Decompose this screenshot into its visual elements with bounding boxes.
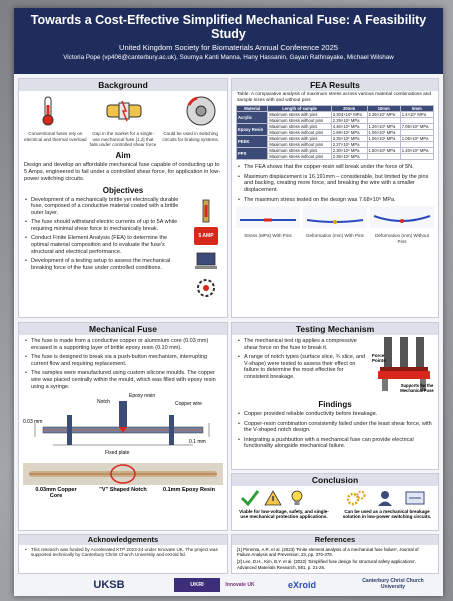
table-cell: 3.304×10⁶ MPa bbox=[331, 112, 367, 118]
fea-plot bbox=[303, 206, 367, 244]
background-heading: Background bbox=[19, 79, 227, 91]
table-header: 5mm bbox=[400, 106, 433, 112]
fea-plot bbox=[236, 206, 300, 244]
objectives-list bbox=[19, 197, 191, 275]
reference-item: [2] Lee, D.H., Kim, B.Y. et al. (2022) 'Simplified fuse design for structural safety applications', Advanced Materials Research, 591, p. 21-26. bbox=[237, 559, 417, 570]
left-column-panel bbox=[18, 78, 228, 318]
table-cell: 3.35×10⁶ MPa bbox=[331, 136, 367, 142]
fea-table-body bbox=[237, 112, 434, 160]
table-row bbox=[237, 112, 434, 118]
table-cell-material: Epoxy Resin bbox=[237, 124, 268, 136]
fea-plot bbox=[370, 206, 434, 244]
background-caption: Could be used in switching circuits for braking systems. bbox=[162, 131, 219, 142]
plot-label: Deformation (mm) Without Pins bbox=[375, 233, 429, 244]
table-cell: 1.50×10⁶ MPa bbox=[367, 148, 400, 154]
innovate-uk-logo: Innovate UK bbox=[225, 582, 255, 588]
poster bbox=[14, 8, 443, 596]
finding-item: • Copper-resin combination consistently failed under the least shear force, with the V-shaped notch design. bbox=[237, 421, 433, 434]
fuse-gap-icon bbox=[105, 95, 143, 127]
gear-test-icon bbox=[195, 277, 217, 299]
background-captions bbox=[19, 131, 227, 148]
fea-heading: FEA Results bbox=[232, 79, 438, 91]
fea-table bbox=[236, 105, 434, 160]
references-list bbox=[232, 545, 438, 572]
fea-table-caption: Table: A comparative analysis of maximum stress across various material combinations and sample sizes with and without pins bbox=[237, 92, 432, 103]
mechanical-fuse-bullets bbox=[19, 338, 227, 390]
background-caption: Conventional fuses rely on electrical and thermal overload bbox=[24, 131, 87, 142]
cccu-logo: Canterbury Christ Church University bbox=[362, 578, 424, 590]
author-list: Victoria Pope (vp406@canterbury.ac.uk), Soumya Kanti Manna, Hany Hassanin, Gayan Rathnayake, Michael Wilshaw bbox=[63, 54, 394, 61]
acknowledgements-heading: Acknowledgements bbox=[19, 535, 227, 545]
fea-bullet: • Maximum displacement is 16.191mm – considerable, but limited by the pins and backing, creating more force, and breaking the wire with a smaller displacement. bbox=[237, 174, 433, 194]
table-cell-material: PPS bbox=[237, 148, 268, 160]
photo-label: 0.1mm Epoxy Resin bbox=[163, 487, 215, 494]
table-cell: 1.4×10⁷ MPa bbox=[400, 112, 433, 118]
photo-label: 0.03mm Copper Core bbox=[35, 487, 77, 500]
table-cell: Maximum stress without pins bbox=[268, 142, 331, 148]
poster-header bbox=[14, 8, 443, 74]
testing-bullet: • A range of notch types (surface slice, ¾ slice, and V-shape) were tested to assess their effect on failure to determine the most effective for consistent breakage. bbox=[237, 354, 367, 380]
table-header: Material bbox=[237, 106, 268, 112]
table-cell: 1.69×10⁶ MPa bbox=[331, 130, 367, 136]
table-cell: 7.06×10⁶ MPa bbox=[400, 124, 433, 130]
laptop-icon bbox=[195, 251, 217, 273]
background-caption: Gap in the market for a single-use mechanical fuse [1,2] that fails under controlled shear force bbox=[89, 131, 157, 147]
rig-label: Supports for the Mechanical Fuse bbox=[400, 383, 434, 393]
conclusion-left: Viable for low-voltage, safety, and single-use mechanical protection applications. bbox=[239, 509, 329, 520]
poster-title: Towards a Cost-Effective Simplified Mechanical Fuse: A Feasibility Study bbox=[30, 13, 427, 41]
deformation-nopins-plot-image bbox=[370, 206, 434, 228]
exroid-logo: eXroid bbox=[287, 580, 316, 590]
fuse-photo bbox=[23, 463, 223, 505]
objective-item: • Development of a mechanically brittle yet electrically durable fuse, composed of a conductive material coated with a brittle outer layer. bbox=[24, 197, 186, 217]
stress-plot-image bbox=[236, 206, 300, 228]
rig-label: Force Points bbox=[372, 353, 386, 363]
table-cell: 1.26×10⁶ MPa bbox=[367, 124, 400, 130]
findings-list bbox=[232, 411, 438, 450]
objective-item: • The fuse should withstand electric currents of up to 5A while requiring minimal shear force to mechanically break. bbox=[24, 219, 186, 232]
testing-bullet: • The mechanical test rig applies a compressive shear force on the fuse to break it. bbox=[237, 338, 367, 351]
fea-bullet: • The maximum stress tested on the design was 7.68×10⁶ MPa. bbox=[237, 197, 433, 204]
circuit-icon bbox=[404, 489, 426, 507]
references-heading: References bbox=[232, 535, 438, 545]
references-panel bbox=[231, 534, 439, 574]
mechanical-fuse-heading: Mechanical Fuse bbox=[19, 323, 227, 335]
plot-label: Deformation (mm) With Pins bbox=[306, 233, 364, 239]
acknowledgements-list bbox=[19, 547, 227, 558]
table-cell: 1.06×10⁶ MPa bbox=[367, 130, 400, 136]
acknowledgements-panel bbox=[18, 534, 228, 574]
conclusion-panel bbox=[231, 473, 439, 531]
table-cell: Maximum stress with pins bbox=[268, 136, 331, 142]
table-cell bbox=[400, 154, 433, 160]
table-cell-material: PEEK bbox=[237, 136, 268, 148]
fuse-diagram bbox=[23, 393, 223, 463]
table-cell: 1.06×10⁶ MPa bbox=[367, 136, 400, 142]
testing-panel bbox=[231, 322, 439, 470]
aim-heading: Aim bbox=[115, 150, 131, 160]
conference-name: United Kingdom Society for Biomaterials Annual Conference 2025 bbox=[119, 43, 338, 52]
mechanical-fuse-bullet: • The fuse is made from a conductive copper or aluminium core (0.03 mm) encased in a supporting layer of brittle epoxy resin (0.10 mm). bbox=[24, 338, 222, 351]
conclusion-body bbox=[232, 486, 438, 530]
conclusion-heading: Conclusion bbox=[232, 474, 438, 486]
amp-badge: 5 AMP bbox=[194, 227, 218, 245]
table-cell: Maximum stress without pins bbox=[268, 130, 331, 136]
table-header: Length of sample bbox=[268, 106, 331, 112]
diagram-label: Copper wire bbox=[175, 401, 202, 408]
table-cell: Maximum stress with pins bbox=[268, 112, 331, 118]
test-rig bbox=[372, 335, 438, 397]
finding-item: • Integrating a pushbutton with a mechanical fuse can provide electrical functionality alongside mechanical failure. bbox=[237, 437, 433, 450]
aim-text: Design and develop an affordable mechanical fuse capable of conducting up to 5 Amps, engineered to fail under a controlled shear force, for application in low-power switching circuits. bbox=[24, 161, 221, 182]
table-header: 20mm bbox=[331, 106, 367, 112]
diagram-label: 0.1 mm bbox=[189, 439, 206, 446]
testing-heading: Testing Mechanism bbox=[232, 323, 438, 335]
table-cell: 2.30×10⁶ MPa bbox=[331, 148, 367, 154]
lightbulb-icon bbox=[288, 490, 306, 506]
mechanical-fuse-panel bbox=[18, 322, 228, 531]
finding-item: • Copper provided reliable conductivity before breakage. bbox=[237, 411, 433, 418]
table-row bbox=[237, 148, 434, 154]
checkmark-icon bbox=[240, 489, 260, 507]
objectives-heading: Objectives bbox=[102, 185, 144, 195]
table-cell: Maximum stress with pins bbox=[268, 148, 331, 154]
reference-item: [1] Pimenta, A.R. et al. (2023) 'Finite element analysis of a mechanical fuse failure', Journal of Failure Analysis and Prevention, 23, pp. 370-378. bbox=[237, 547, 419, 558]
mechanical-fuse-bullet: • The samples were manufactured using custom silicone moulds. The copper wire was placed centrally within the mould, which was filled with epoxy resin using a syringe. bbox=[24, 370, 222, 390]
diagram-label: Notch bbox=[97, 399, 111, 406]
diagram-label: 0.03 mm bbox=[23, 419, 43, 426]
table-cell: 2.27×10⁶ MPa bbox=[331, 142, 367, 148]
fea-table-wrap bbox=[232, 103, 438, 162]
table-cell: Maximum stress with pins bbox=[268, 124, 331, 130]
fea-bullets bbox=[232, 164, 438, 203]
brake-disc-icon bbox=[185, 95, 217, 127]
fea-panel bbox=[231, 78, 439, 318]
objective-item: • Development of a testing setup to assess the mechanical breaking force of the fuse under controlled conditions. bbox=[24, 258, 186, 271]
thermometer-icon bbox=[35, 95, 61, 127]
fuse-sample-photo bbox=[23, 463, 223, 485]
table-cell-material: Acrylic bbox=[237, 112, 268, 124]
fuse-icon bbox=[199, 199, 213, 223]
table-row bbox=[237, 124, 434, 130]
table-cell bbox=[367, 154, 400, 160]
background-icons bbox=[23, 93, 223, 129]
deformation-pins-plot-image bbox=[303, 206, 367, 228]
diagram-label: Fixed plate bbox=[105, 450, 130, 457]
table-cell: Maximum stress without pins bbox=[268, 154, 331, 160]
table-cell: 2.36×10⁶ MPa bbox=[331, 154, 367, 160]
objective-item: • Conduct Finite Element Analysis (FEA) to determine the optimal material composition and to evaluate the fuse's structural and electrical performance. bbox=[24, 235, 186, 255]
findings-heading: Findings bbox=[318, 400, 352, 409]
warning-icon bbox=[264, 490, 282, 506]
table-row bbox=[237, 136, 434, 142]
plot-label: Stress (MPa) With Pins bbox=[244, 233, 292, 239]
table-cell: 2.29×10⁶ MPa bbox=[331, 118, 367, 124]
table-cell: 1.06×10⁶ MPa bbox=[400, 136, 433, 142]
ukri-logo: UKRI bbox=[174, 578, 220, 592]
table-cell: 2.36×10⁷ MPa bbox=[367, 112, 400, 118]
mechanical-fuse-bullet: • The fuse is designed to break via a push-button mechanism, interrupting current flow and requiring replacement. bbox=[24, 354, 222, 367]
photo-label: "V" Shaped Notch bbox=[99, 487, 147, 494]
objective-icons bbox=[191, 197, 223, 275]
uksb-logo: UKSB bbox=[93, 579, 125, 591]
table-cell: 1.20×10⁶ MPa bbox=[400, 148, 433, 154]
table-cell: 4.46×10⁶ MPa bbox=[331, 124, 367, 130]
testing-bullets bbox=[232, 338, 372, 397]
fea-plots bbox=[232, 206, 438, 244]
diagram-label: Epoxy resin bbox=[129, 393, 156, 400]
table-cell: Maximum stress without pins bbox=[268, 118, 331, 124]
conclusion-right: Can be used as a mechanical breakage solution in low-power switching circuits. bbox=[342, 509, 432, 520]
table-header: 10mm bbox=[367, 106, 400, 112]
acknowledgement-text: • This research was funded by Accelerated KTP 2023-24 under Innovate UK. The project was supported technically by Canterbury Christ Church University and eXroid ltd. bbox=[24, 547, 222, 558]
gears-icon bbox=[346, 489, 366, 507]
fea-bullet: • The FEA shows that the copper-resin will break under the force of 5N. bbox=[237, 164, 433, 171]
user-icon bbox=[376, 489, 394, 507]
